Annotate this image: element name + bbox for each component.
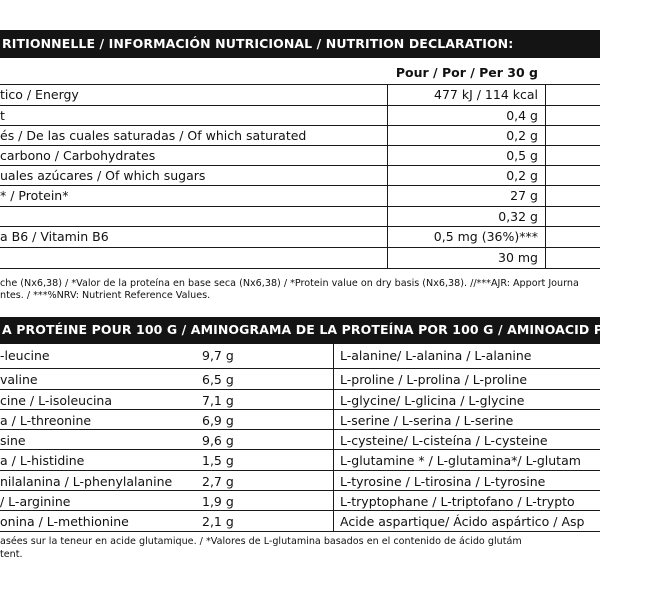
- column-divider: [333, 344, 334, 531]
- amino-acid-label: L-serine / L-serina / L-serine: [340, 413, 514, 428]
- table-rule: [0, 490, 600, 491]
- amino-acid-value: 7,1 g: [202, 393, 234, 408]
- column-divider: [545, 84, 546, 268]
- nutrient-value: 0,5 g: [506, 148, 538, 163]
- table-rule: [0, 185, 600, 186]
- amino-acid-label: / L-arginine: [0, 494, 71, 509]
- table-rule: [0, 247, 600, 248]
- table-rule: [0, 125, 600, 126]
- amino-acid-label: -leucine: [0, 348, 50, 363]
- nutrient-value: 0,2 g: [506, 128, 538, 143]
- amino-footnote-1: asées sur la teneur en acide glutamique. / *Valores de L-glutamina basados en el contenido de ácido glutám: [0, 536, 522, 547]
- amino-acid-label: onina / L-methionine: [0, 514, 129, 529]
- table-rule: [0, 429, 600, 430]
- nutrient-label: t: [0, 108, 5, 123]
- table-rule: [0, 145, 600, 146]
- nutrient-value: 0,32 g: [498, 209, 538, 224]
- table-rule: [0, 105, 600, 106]
- nutrient-value: 27 g: [510, 188, 538, 203]
- table-rule: [0, 268, 600, 269]
- nutrition-footnote-1: che (Nx6,38) / *Valor de la proteína en base seca (Nx6,38) / *Protein value on dry basis (Nx6,38). //***AJR: Apport Journa: [0, 278, 579, 289]
- table-rule: [0, 409, 600, 410]
- amino-acid-label: nilalanina / L-phenylalanine: [0, 474, 173, 489]
- amino-acid-label: L-proline / L-prolina / L-proline: [340, 372, 528, 387]
- table-rule: [0, 449, 600, 450]
- table-rule: [0, 510, 600, 511]
- amino-acid-value: 1,9 g: [202, 494, 234, 509]
- amino-acid-value: 6,5 g: [202, 372, 234, 387]
- table-rule: [0, 226, 600, 227]
- nutrient-label: és / De las cuales saturadas / Of which saturated: [0, 128, 307, 143]
- amino-acid-label: sine: [0, 433, 26, 448]
- amino-acid-label: valine: [0, 372, 38, 387]
- nutrient-label: tico / Energy: [0, 87, 79, 102]
- nutrient-label: uales azúcares / Of which sugars: [0, 168, 206, 183]
- table-rule: [0, 206, 600, 207]
- amino-acid-label: a / L-threonine: [0, 413, 92, 428]
- amino-acid-label: Acide aspartique/ Ácido aspártico / Asp: [340, 514, 585, 529]
- amino-acid-label: L-alanine/ L-alanina / L-alanine: [340, 348, 532, 363]
- amino-acid-label: L-glycine/ L-glicina / L-glycine: [340, 393, 525, 408]
- amino-acid-label: a / L-histidine: [0, 453, 85, 468]
- nutrient-value: 0,2 g: [506, 168, 538, 183]
- nutrient-value: 0,4 g: [506, 108, 538, 123]
- amino-acid-value: 1,5 g: [202, 453, 234, 468]
- amino-acid-value: 9,7 g: [202, 348, 234, 363]
- table-rule: [0, 368, 600, 369]
- amino-acid-value: 9,6 g: [202, 433, 234, 448]
- nutrition-title-bar: [0, 30, 600, 58]
- amino-acid-value: 2,7 g: [202, 474, 234, 489]
- nutrient-label: carbono / Carbohydrates: [0, 148, 156, 163]
- amino-title-bar: [0, 317, 669, 344]
- nutrient-value: 477 kJ / 114 kcal: [434, 87, 538, 102]
- nutrient-value: 30 mg: [498, 250, 538, 265]
- nutrient-label: a B6 / Vitamin B6: [0, 229, 109, 244]
- amino-acid-label: L-tryptophane / L-triptofano / L-trypto: [340, 494, 575, 509]
- column-divider: [387, 84, 388, 268]
- amino-acid-label: L-glutamine * / L-glutamina*/ L-glutam: [340, 453, 581, 468]
- table-rule: [0, 470, 600, 471]
- nutrient-value: 0,5 mg (36%)***: [433, 229, 538, 244]
- nutrition-footnote-2: ntes. / ***%NRV: Nutrient Reference Values.: [0, 290, 211, 301]
- amino-acid-value: 6,9 g: [202, 413, 234, 428]
- amino-title: A PROTÉINE POUR 100 G / AMINOGRAMA DE LA PROTEÍNA POR 100 G / AMINOACID PROFILE O: [2, 322, 669, 338]
- table-rule: [0, 531, 600, 532]
- nutrient-label: * / Protein*: [0, 188, 69, 203]
- amino-acid-label: L-tyrosine / L-tirosina / L-tyrosine: [340, 474, 546, 489]
- table-rule: [0, 389, 600, 390]
- per-serving-header: Pour / Por / Per 30 g: [395, 65, 538, 80]
- table-rule: [0, 165, 600, 166]
- amino-acid-label: L-cysteine/ L-cisteína / L-cysteine: [340, 433, 548, 448]
- nutrition-title: RITIONNELLE / INFORMACIÓN NUTRICIONAL / NUTRITION DECLARATION:: [2, 35, 514, 51]
- amino-acid-value: 2,1 g: [202, 514, 234, 529]
- amino-acid-label: cine / L-isoleucina: [0, 393, 113, 408]
- amino-footnote-2: tent.: [0, 549, 23, 560]
- table-rule: [0, 84, 600, 85]
